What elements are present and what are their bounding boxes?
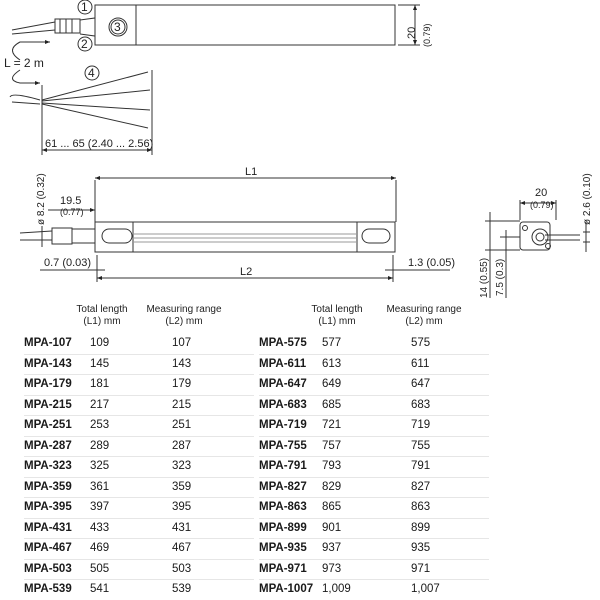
model-name: MPA-431	[24, 521, 72, 534]
total-length: 505	[90, 562, 110, 575]
measuring-range: 863	[411, 501, 431, 513]
table-row	[24, 497, 254, 519]
measuring-range: 503	[172, 562, 192, 575]
model-name: MPA-359	[24, 480, 72, 493]
total-length: 433	[90, 521, 110, 534]
model-name: MPA-755	[259, 439, 307, 452]
measuring-range: 899	[411, 521, 431, 534]
connector-length-mm: 19.5	[60, 195, 82, 207]
measuring-range: 647	[411, 378, 431, 390]
measuring-range: 359	[172, 480, 192, 493]
measuring-range: 179	[172, 378, 192, 390]
total-length: 829	[322, 480, 342, 493]
model-name: MPA-647	[259, 378, 307, 390]
table-row	[24, 333, 254, 355]
measuring-range: 935	[411, 542, 431, 554]
wire-strip-dim: 61 ... 65 (2.40 ... 2.56)	[45, 138, 154, 150]
measuring-range: 251	[172, 419, 192, 431]
table-row	[259, 538, 489, 560]
table-row	[24, 559, 254, 581]
table-row	[24, 538, 254, 560]
table-row	[24, 456, 254, 478]
model-name: MPA-971	[259, 562, 307, 575]
total-length: 397	[90, 501, 110, 513]
total-length: 757	[322, 439, 342, 452]
table-row	[259, 333, 489, 355]
table-row	[259, 518, 489, 540]
measuring-range: 287	[172, 439, 192, 452]
callout-3: 3	[114, 20, 121, 34]
table-row	[24, 415, 254, 437]
height-mm: 20	[406, 26, 418, 39]
model-name: MPA-395	[24, 501, 72, 513]
total-length: 577	[322, 337, 342, 349]
end-width-mm: 20	[535, 187, 548, 199]
total-length: 973	[322, 562, 342, 575]
table-row	[24, 518, 254, 540]
measuring-range: 431	[172, 521, 192, 534]
model-name: MPA-827	[259, 480, 307, 493]
measuring-range: 683	[411, 398, 431, 411]
model-name: MPA-323	[24, 460, 72, 472]
cable-length-label: L = 2 m	[4, 56, 44, 70]
table-row	[259, 579, 489, 600]
L2-label: L2	[240, 266, 253, 278]
model-name: MPA-287	[24, 439, 72, 452]
table-row	[259, 374, 489, 396]
connector-length-in: (0.77)	[60, 207, 84, 217]
total-length: 145	[90, 357, 110, 370]
table-row	[24, 374, 254, 396]
table-row	[24, 436, 254, 458]
total-length: 649	[322, 378, 342, 390]
table-row	[24, 579, 254, 600]
model-name: MPA-899	[259, 521, 307, 534]
offset-right: 1.3 (0.05)	[408, 257, 456, 269]
total-length: 181	[90, 378, 110, 390]
model-name: MPA-143	[24, 357, 72, 370]
table-row	[24, 354, 254, 376]
table-row	[24, 395, 254, 417]
model-name: MPA-683	[259, 398, 307, 411]
measuring-range: 719	[411, 419, 431, 431]
end-width-in: (0.79)	[530, 200, 554, 210]
L1-label: L1	[245, 166, 258, 178]
table-row	[259, 415, 489, 437]
end-height: 14 (0.55)	[479, 257, 490, 298]
measuring-range: 755	[411, 439, 431, 452]
callout-1: 1	[81, 0, 88, 14]
model-name: MPA-539	[24, 583, 72, 595]
total-length: 289	[90, 439, 110, 452]
header-total-length: Total length (L1) mm	[311, 304, 363, 327]
callout-2: 2	[81, 37, 88, 51]
total-length: 613	[322, 357, 342, 370]
offset-left: 0.7 (0.03)	[44, 257, 92, 269]
total-length: 541	[90, 583, 110, 595]
measuring-range: 611	[411, 357, 430, 370]
top-view-sensor	[10, 5, 420, 155]
height-in: (0.79)	[422, 23, 432, 47]
model-name: MPA-935	[259, 542, 307, 554]
measuring-range: 467	[172, 542, 192, 554]
header-measuring-range: Measuring range (L2) mm	[146, 304, 222, 327]
model-name: MPA-719	[259, 419, 307, 431]
callout-4: 4	[88, 66, 95, 80]
measuring-range: 575	[411, 337, 431, 349]
table-row	[259, 395, 489, 417]
measuring-range: 1,007	[411, 583, 440, 595]
total-length: 217	[90, 398, 110, 411]
total-length: 361	[90, 480, 110, 493]
total-length: 721	[322, 419, 342, 431]
total-length: 865	[322, 501, 342, 513]
table-row	[259, 456, 489, 478]
measuring-range: 395	[172, 501, 192, 513]
table-row	[259, 354, 489, 376]
measuring-range: 971	[411, 562, 431, 575]
table-row	[259, 559, 489, 581]
total-length: 469	[90, 542, 110, 554]
total-length: 685	[322, 398, 342, 411]
measuring-range: 143	[172, 357, 192, 370]
model-name: MPA-1007	[259, 583, 314, 595]
measuring-range: 215	[172, 398, 192, 411]
total-length: 901	[322, 521, 342, 534]
model-name: MPA-503	[24, 562, 72, 575]
measuring-range: 107	[172, 337, 192, 349]
measuring-range: 827	[411, 480, 431, 493]
total-length: 109	[90, 337, 110, 349]
header-total-length: Total length (L1) mm	[76, 304, 128, 327]
total-length: 937	[322, 542, 342, 554]
model-name: MPA-575	[259, 337, 307, 349]
table-row	[259, 497, 489, 519]
header-measuring-range: Measuring range (L2) mm	[386, 304, 462, 327]
end-center: 7.5 (0.3)	[495, 258, 506, 296]
model-name: MPA-791	[259, 460, 307, 472]
model-name: MPA-107	[24, 337, 72, 349]
model-name: MPA-251	[24, 419, 72, 431]
table-row	[24, 477, 254, 499]
total-length: 325	[90, 460, 110, 472]
total-length: 793	[322, 460, 342, 472]
cable-diameter: ø 8.2 (0.32)	[36, 173, 47, 225]
end-diameter: ø 2.6 (0.10)	[582, 173, 593, 225]
total-length: 253	[90, 419, 110, 431]
measuring-range: 539	[172, 583, 192, 595]
measuring-range: 323	[172, 460, 192, 472]
model-name: MPA-863	[259, 501, 307, 513]
total-length: 1,009	[322, 583, 351, 595]
model-name: MPA-215	[24, 398, 72, 411]
table-row	[259, 477, 489, 499]
model-name: MPA-611	[259, 357, 307, 370]
table-row	[259, 436, 489, 458]
model-name: MPA-467	[24, 542, 72, 554]
model-name: MPA-179	[24, 378, 72, 390]
measuring-range: 791	[411, 460, 431, 472]
